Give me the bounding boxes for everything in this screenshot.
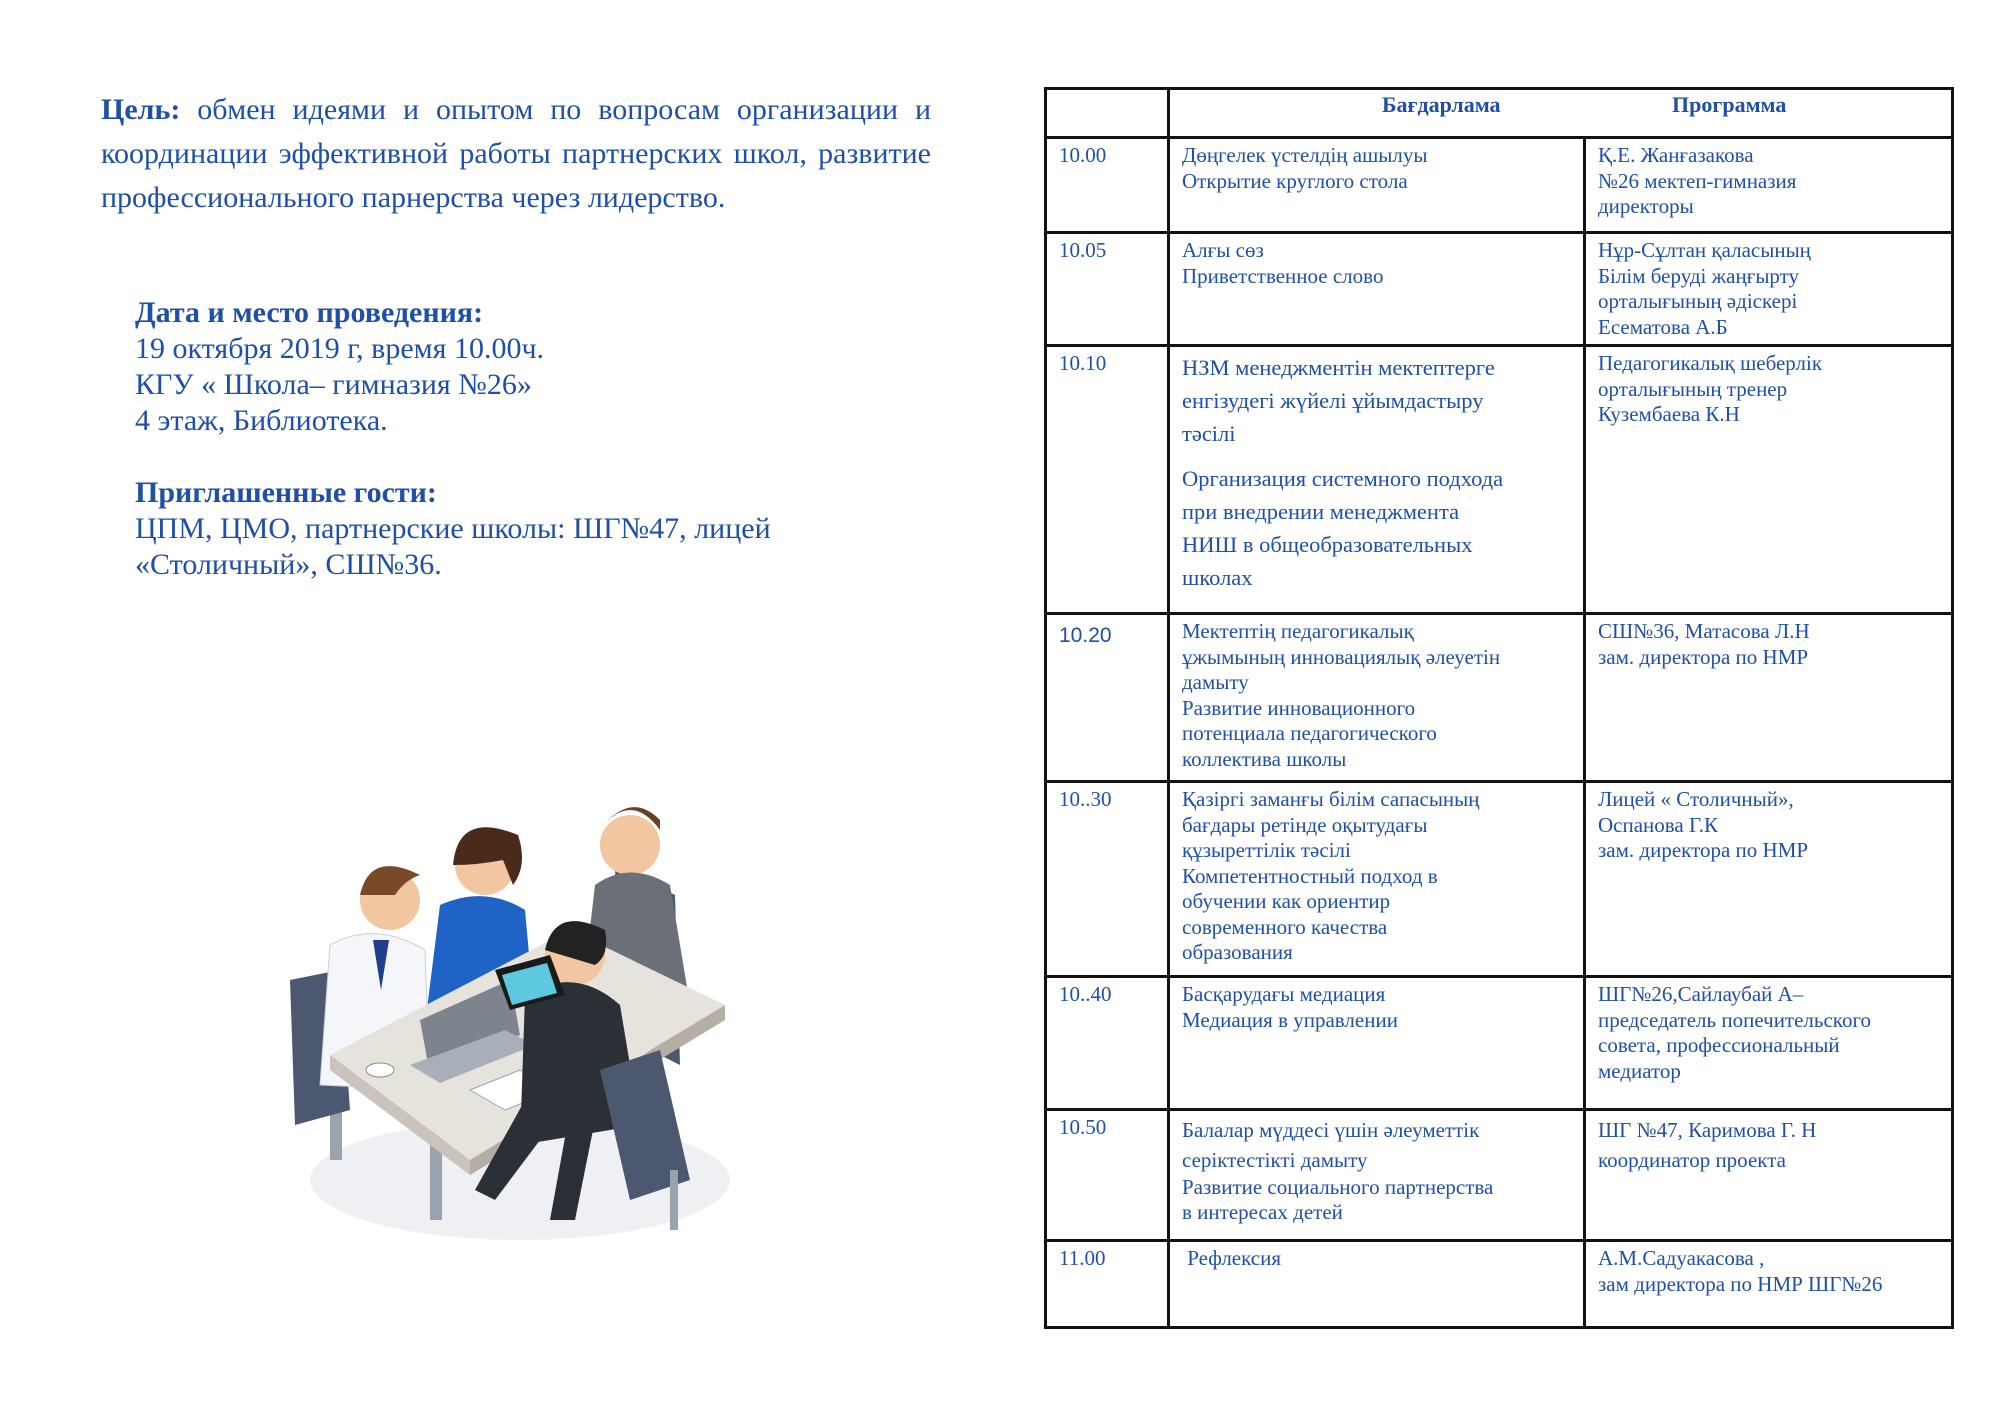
event-line: Организация системного подхода <box>1182 466 1504 491</box>
place-line-2: 4 этаж, Библиотека. <box>135 404 388 437</box>
event-line: құзыреттілік тәсілі <box>1182 838 1351 862</box>
date-line: 19 октября 2019 г, время 10.00ч. <box>135 332 545 365</box>
event-line: Развитие социального партнерства <box>1182 1175 1494 1199</box>
goal-paragraph <box>101 88 931 220</box>
program-table <box>1044 87 1954 1329</box>
table-row <box>1046 1241 1953 1328</box>
goal-label: Цель: <box>101 93 181 126</box>
speaker-line: Лицей « Столичный», <box>1598 787 1794 811</box>
time-cell: 11.00 <box>1046 1241 1169 1328</box>
goal-text: обмен идеями и опытом по вопросам организации и координации эффективной работы партнерских школ, развитие профессионального парнерства через лидерство. <box>101 93 931 214</box>
event-cell <box>1169 1241 1585 1328</box>
event-cell <box>1169 138 1585 233</box>
speaker-cell <box>1585 233 1953 346</box>
time-cell: 10.50 <box>1046 1110 1169 1241</box>
table-row <box>1046 138 1953 233</box>
speaker-line: медиатор <box>1598 1058 1681 1083</box>
speaker-line: директоры <box>1598 194 1694 218</box>
time-cell: 10..40 <box>1046 977 1169 1110</box>
speaker-line: СШ№36, Матасова Л.Н <box>1598 619 1810 643</box>
time-cell: 10.00 <box>1046 138 1169 233</box>
event-cell <box>1169 614 1585 782</box>
event-line: серіктестікті дамыту <box>1182 1148 1368 1172</box>
event-line: Открытие круглого стола <box>1182 168 1408 193</box>
speaker-cell <box>1585 782 1953 977</box>
event-line: дамыту <box>1182 670 1249 694</box>
event-line: Дөңгелек үстелдің ашылуы <box>1182 143 1428 167</box>
event-line: потенциала педагогического <box>1182 721 1437 745</box>
speaker-line: орталығының тренер <box>1598 376 1788 401</box>
speaker-cell <box>1585 1110 1953 1241</box>
event-line: Компетентностный подход в <box>1182 863 1438 888</box>
speaker-line: зам директора по НМР ШГ№26 <box>1598 1271 1883 1296</box>
speaker-line: ШГ№26,Сайлаубай А– <box>1598 982 1804 1006</box>
speaker-cell <box>1585 346 1953 614</box>
table-row <box>1046 346 1953 614</box>
speaker-line: зам. директора по НМР <box>1598 838 1809 862</box>
event-line: школах <box>1182 565 1253 590</box>
table-row <box>1046 782 1953 977</box>
time-cell: 10.10 <box>1046 346 1169 614</box>
event-line: при внедрении менеджмента <box>1182 499 1460 524</box>
event-line: Развитие инновационного <box>1182 695 1416 720</box>
speaker-line: председатель попечительского <box>1598 1007 1872 1032</box>
time-cell: 10.20 <box>1046 614 1169 782</box>
event-cell <box>1169 233 1585 346</box>
speaker-line: Нұр-Сұлтан қаласының <box>1598 238 1811 262</box>
speaker-cell <box>1585 614 1953 782</box>
table-row <box>1046 1110 1953 1241</box>
table-row <box>1046 233 1953 346</box>
speaker-cell <box>1585 138 1953 233</box>
guests-heading: Приглашенные гости: <box>135 476 437 509</box>
event-line: Алғы сөз <box>1182 238 1264 262</box>
speaker-line: Есематова А.Б <box>1598 314 1728 339</box>
header-kz: Бағдарлама <box>1382 92 1501 117</box>
speaker-line: Кузембаева К.Н <box>1598 402 1740 426</box>
event-line: Медиация в управлении <box>1182 1007 1398 1032</box>
speaker-line: Қ.Е. Жанғазакова <box>1598 143 1754 167</box>
event-line: НЗМ менеджментін мектептерге <box>1182 355 1495 380</box>
table-row <box>1046 977 1953 1110</box>
table-row <box>1046 614 1953 782</box>
speaker-line: ШГ №47, Каримова Г. Н <box>1598 1118 1817 1142</box>
event-line: ұжымының инновациялық әлеуетін <box>1182 644 1501 669</box>
header-empty-cell <box>1046 89 1169 138</box>
event-line: Мектептің педагогикалық <box>1182 619 1414 643</box>
event-line: Басқарудағы медиация <box>1182 982 1386 1006</box>
event-line: Приветственное слово <box>1182 263 1384 288</box>
speaker-line: зам. директора по НМР <box>1598 644 1809 669</box>
header-title-cell <box>1169 89 1953 138</box>
speaker-cell <box>1585 1241 1953 1328</box>
event-line: Балалар мүддесі үшін әлеуметтік <box>1182 1118 1480 1142</box>
event-line: Қазіргі заманғы білім сапасының <box>1182 787 1480 811</box>
event-cell <box>1169 1110 1585 1241</box>
header-ru: Программа <box>1672 92 1787 117</box>
time-cell: 10..30 <box>1046 782 1169 977</box>
speaker-line: Білім беруді жаңғырту <box>1598 263 1800 288</box>
speaker-line: Оспанова Г.К <box>1598 812 1719 837</box>
speaker-line: А.М.Садуакасова , <box>1598 1246 1765 1270</box>
event-info <box>135 295 895 583</box>
program-header-row <box>1046 89 1953 138</box>
event-line: тәсілі <box>1182 421 1236 446</box>
event-line: енгізудегі жүйелі ұйымдастыру <box>1182 388 1484 413</box>
guests-line-1: ЦПМ, ЦМО, партнерские школы: ШГ№47, лицей <box>135 512 771 545</box>
event-cell <box>1169 782 1585 977</box>
date-heading: Дата и место проведения: <box>135 296 484 329</box>
time-cell: 10.05 <box>1046 233 1169 346</box>
speaker-line: №26 мектеп-гимназия <box>1598 168 1797 193</box>
event-line: НИШ в общеобразовательных <box>1182 532 1473 557</box>
event-line: образования <box>1182 940 1293 964</box>
speaker-cell <box>1585 977 1953 1110</box>
guests-line-2: «Столичный», СШ№36. <box>135 548 442 581</box>
event-cell <box>1169 977 1585 1110</box>
event-line: бағдары ретінде оқытудағы <box>1182 812 1428 837</box>
speaker-line: Педагогикалық шеберлік <box>1598 351 1823 375</box>
speaker-line: совета, профессиональный <box>1598 1033 1840 1057</box>
event-line: в интересах детей <box>1182 1200 1343 1224</box>
event-cell <box>1169 346 1585 614</box>
event-line: Рефлексия <box>1182 1246 1282 1270</box>
event-line: современного качества <box>1182 914 1388 939</box>
event-line: коллектива школы <box>1182 746 1347 771</box>
event-line: обучении как ориентир <box>1182 889 1391 913</box>
speaker-line: координатор проекта <box>1598 1148 1786 1172</box>
place-line-1: КГУ « Школа– гимназия №26» <box>135 368 532 401</box>
meeting-illustration <box>270 770 750 1260</box>
speaker-line: орталығының әдіскері <box>1598 289 1798 313</box>
